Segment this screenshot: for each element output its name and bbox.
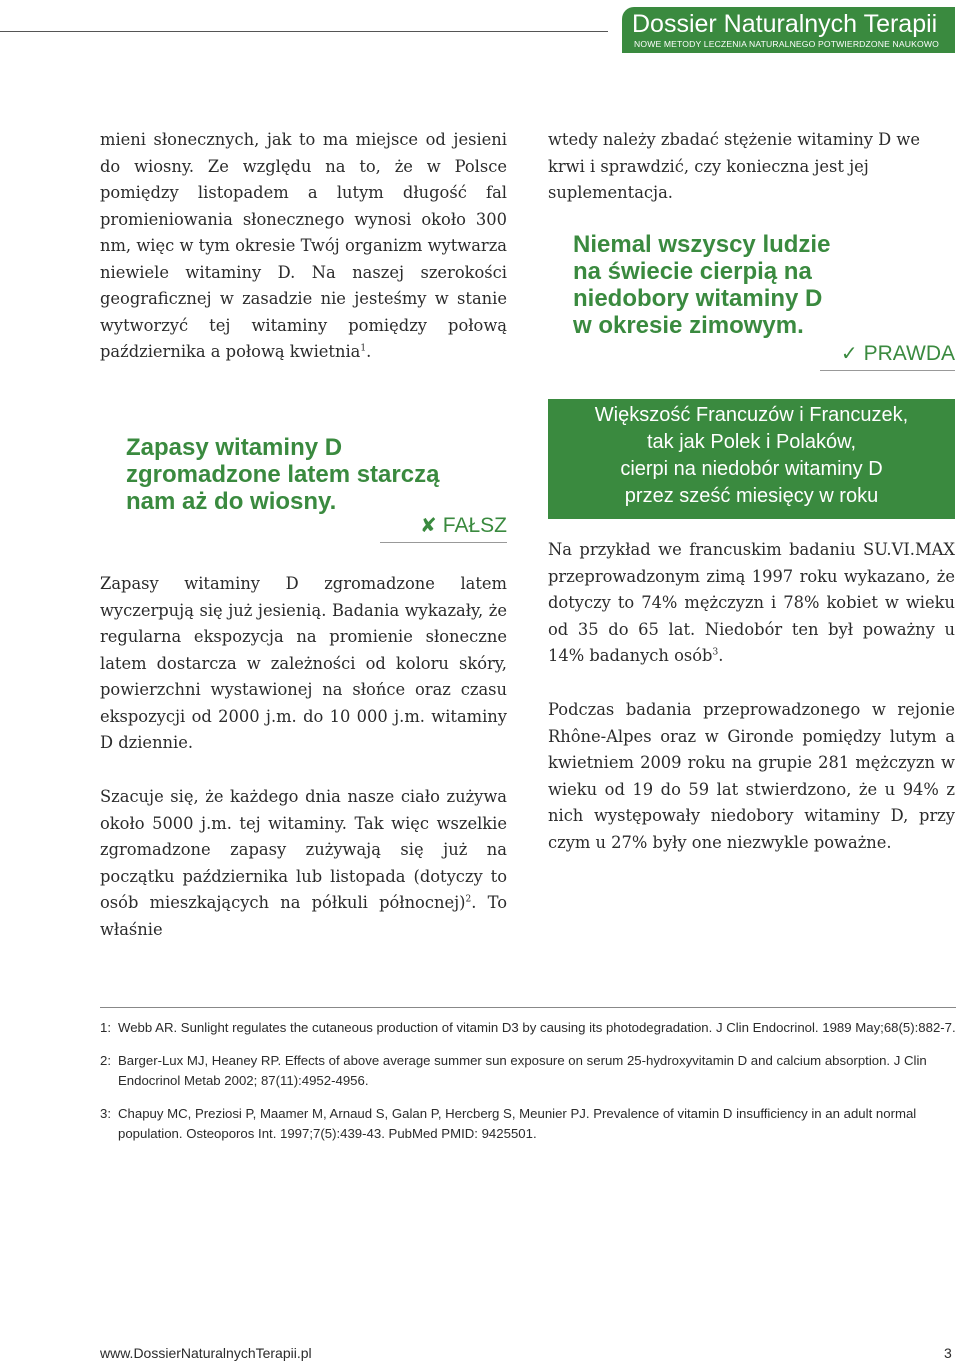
claim-line: w okresie zimowym.: [573, 312, 804, 339]
footer-url: www.DossierNaturalnychTerapii.pl: [100, 1345, 312, 1361]
footnote-number: 1:: [100, 1020, 111, 1035]
left-para1-text: mieni słonecznych, jak to ma miejsce od jesieni do wiosny. Ze względu na to, że w Polsce pomiędzy listopadem a lutym długość fal promieniowania słonecznego wynosi około 300 nm, więc w tym okresie Twój organizm wytwarza niewiele witaminy D. Na naszej szerokości geograficznej w zasadzie nie jesteśmy w stanie wytworzyć tej witaminy pomiędzy połową października a połową kwietnia: [100, 130, 507, 361]
right-para3-text: Podczas badania przeprowadzonego w rejonie Rhône-Alpes oraz w Gironde pomiędzy lutym a kwietniem 2009 roku na grupie 281 mężczyzn w wieku od 19 do 59 lat stwierdzono, że u 94% z nich występowały niedobory witaminy D, przy czym u 27% były one niezwykle poważne.: [548, 700, 955, 852]
right-paragraph-3: [548, 697, 955, 856]
footnotes: [100, 1018, 956, 1157]
footnote-text: Chapuy MC, Preziosi P, Maamer M, Arnaud S, Galan P, Hercberg S, Meunier PJ. Prevalence of vitamin D insufficiency in an adult normal population. Osteoporos Int. 1997;7(5):439-43. PubMed PMID: 9425501.: [118, 1106, 917, 1141]
left-para3-text: Szacuje się, że każdego dnia nasze ciało zużywa około 5000 j.m. tej witaminy. Tak więc wszelkie zgromadzone zapasy zużywają się już na początku października lub listopada (dotyczy to osób mieszkających na półkuli północnej): [100, 787, 507, 912]
left-paragraph-1: [100, 127, 507, 366]
myth-line: Zapasy witaminy D: [126, 434, 343, 461]
claim-heading: [573, 231, 830, 339]
footnote-item: [100, 1104, 956, 1144]
claim-line: na świecie cierpią na: [573, 258, 812, 285]
banner-line: Większość Francuzów i Francuzek,: [594, 404, 909, 426]
claim-line: niedobory witaminy D: [573, 285, 823, 312]
banner-line: przez sześć miesięcy w roku: [624, 485, 879, 507]
logo-title: Dossier Naturalnych Terapii: [632, 10, 938, 38]
myth-line: zgromadzone latem starczą: [126, 461, 440, 488]
right-paragraph-1: [548, 127, 955, 207]
left-paragraph-2: [100, 571, 507, 757]
footnote-item: [100, 1018, 956, 1038]
footnote-number: 2:: [100, 1053, 111, 1068]
myth-line: nam aż do wiosny.: [126, 488, 337, 515]
footnote-text: Webb AR. Sunlight regulates the cutaneous production of vitamin D3 by causing its photodegradation. J Clin Endocrinol. 1989 May;68(5):882-7.: [118, 1020, 956, 1035]
left-para2-text: Zapasy witaminy D zgromadzone latem wyczerpują się już jesienią. Badania wykazały, że regularna ekspozycja na promienie słoneczne latem dostarcza w zależności od koloru skóry, powierzchni wystawionej na słońce oraz czasu ekspozycji od 2000 j.m. do 10 000 j.m. witaminy D dziennie.: [100, 574, 507, 752]
right-para1-text: wtedy należy zbadać stężenie witaminy D we krwi i sprawdzić, czy konieczna jest jej suplementacja.: [548, 130, 920, 202]
brand-logo: [622, 7, 955, 53]
banner-line: cierpi na niedobór witaminy D: [620, 458, 883, 480]
footnote-rule: [100, 1007, 956, 1008]
banner-line: tak jak Polek i Polaków,: [647, 431, 856, 453]
footnote-text: Barger-Lux MJ, Heaney RP. Effects of above average summer sun exposure on serum 25-hydroxyvitamin D and calcium absorption. J Clin Endocrinol Metab 2002; 87(11):4952-4956.: [118, 1053, 927, 1088]
myth-verdict-label: FAŁSZ: [442, 514, 507, 537]
ref-2: 2: [465, 894, 472, 905]
logo-subtitle: NOWE METODY LECZENIA NATURALNEGO POTWIERDZONE NAUKOWO: [634, 39, 939, 49]
claim-verdict: [820, 341, 955, 371]
right-para2-end: .: [718, 646, 724, 665]
claim-line: Niemal wszyscy ludzie: [573, 231, 831, 258]
header-rule: [0, 31, 608, 32]
myth-verdict: [380, 513, 507, 543]
footnote-number: 3:: [100, 1106, 111, 1121]
cross-icon: ✘: [420, 515, 437, 537]
footnote-item: [100, 1051, 956, 1091]
myth-heading: [126, 434, 439, 515]
check-icon: ✓: [840, 343, 858, 365]
page-number: 3: [944, 1345, 952, 1361]
ref-3: 3: [712, 647, 719, 658]
ref-1: 1: [360, 343, 367, 354]
right-para2-text: Na przykład we francuskim badaniu SU.VI.MAX przeprowadzonym zimą 1997 roku wykazano, że dotyczy to 74% mężczyzn i 78% kobiet w wieku od 35 do 65 lat. Niedobór ten był poważny u 14% badanych osób: [548, 540, 955, 665]
left-paragraph-3: [100, 784, 507, 943]
left-para3-end: . To właśnie: [100, 893, 507, 939]
highlight-banner: [548, 399, 955, 519]
right-paragraph-2: [548, 537, 955, 670]
left-para1-end: .: [366, 342, 372, 361]
claim-verdict-label: PRAWDA: [863, 342, 955, 365]
